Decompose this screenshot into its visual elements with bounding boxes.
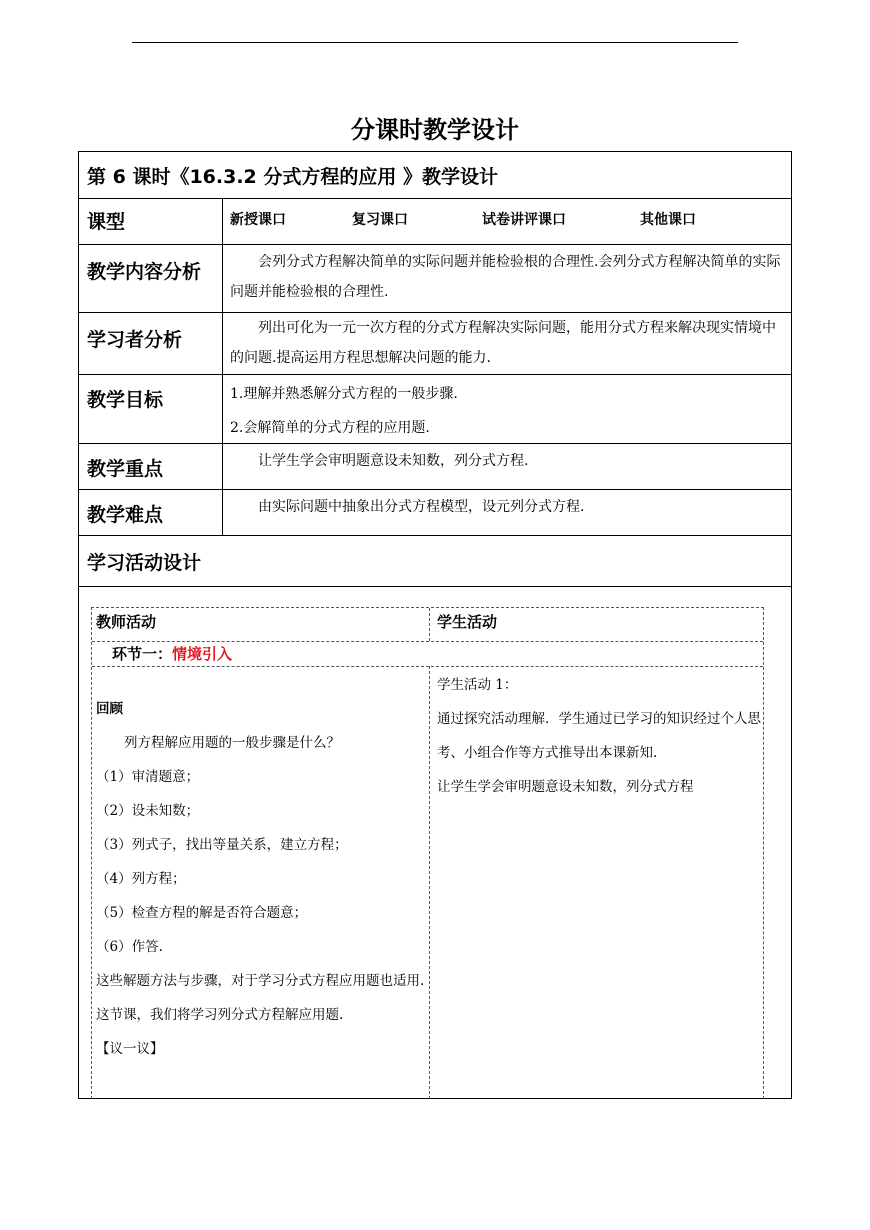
activity-design-label: 学习活动设计 — [87, 552, 202, 574]
option-review-lesson: 复习课口 — [352, 212, 408, 228]
review-heading: 回顾 — [96, 701, 123, 717]
header-rule — [132, 42, 738, 43]
student-activity-paragraph: 让学生学会审明题意设未知数，列分式方程 — [437, 779, 694, 795]
step-item: （1）审清题意； — [96, 769, 200, 785]
learner-analysis-row — [79, 313, 791, 375]
lesson-title: 第 6 课时《16.3.2 分式方程的应用 》教学设计 — [87, 166, 498, 188]
difficulties-text: 由实际问题中抽象出分式方程模型，设元列分式方程. — [258, 499, 585, 515]
difficulties-label: 教学难点 — [79, 490, 223, 535]
lesson-title-row — [79, 152, 791, 199]
step-item: （2）设未知数； — [96, 803, 200, 819]
lesson-type-options — [230, 205, 785, 235]
teacher-activity-content — [96, 692, 426, 1066]
lesson-type-row — [79, 199, 791, 245]
review-question: 列方程解应用题的一般步骤是什么？ — [124, 735, 340, 751]
column-divider-top — [429, 608, 430, 641]
student-activity-header: 学生活动 — [437, 613, 498, 631]
activity-table — [91, 607, 764, 1099]
step-item: （6）作答. — [96, 939, 163, 955]
objective-item: 1.理解并熟悉解分式方程的一般步骤. — [230, 386, 458, 402]
learner-analysis-text: 列出可化为一元一次方程的分式方程解决实际问题，能用分式方程来解决现实情境中的问题.提高运用方程思想解决问题的能力. — [230, 320, 776, 366]
key-points-row — [79, 444, 791, 490]
discuss-heading: 【议一议】 — [96, 1041, 164, 1057]
content-analysis-label: 教学内容分析 — [79, 245, 223, 312]
document-title: 分课时教学设计 — [351, 116, 519, 144]
divider — [92, 666, 763, 667]
method-paragraph: 这些解题方法与步骤，对于学习分式方程应用题也适用. — [96, 973, 425, 989]
phase-heading — [112, 643, 232, 664]
student-activity-heading: 学生活动 1： — [437, 677, 518, 693]
objective-item: 2.会解简单的分式方程的应用题. — [230, 420, 430, 436]
option-exam-review-lesson: 试卷讲评课口 — [482, 212, 566, 228]
option-new-lesson: 新授课口 — [230, 212, 286, 228]
activity-design-row — [79, 536, 791, 587]
student-activity-content — [437, 668, 763, 804]
content-analysis-row — [79, 245, 791, 313]
key-points-label: 教学重点 — [79, 444, 223, 489]
student-activity-paragraph: 通过探究活动理解．学生通过已学习的知识经过个人思考、小组合作等方式推导出本课新知. — [437, 711, 761, 761]
divider — [92, 641, 763, 642]
objectives-list — [230, 377, 785, 445]
step-item: （5）检查方程的解是否符合题意； — [96, 905, 308, 921]
objectives-label: 教学目标 — [79, 375, 223, 443]
column-divider — [429, 666, 430, 1099]
lesson-intro-paragraph: 这节课，我们将学习列分式方程解应用题. — [96, 1007, 344, 1023]
content-analysis-text: 会列分式方程解决简单的实际问题并能检验根的合理性.会列分式方程解决简单的实际问题并能检验根的合理性. — [230, 254, 781, 300]
teacher-activity-header: 教师活动 — [96, 613, 157, 631]
objectives-row — [79, 375, 791, 444]
phase-name: 情境引入 — [172, 645, 233, 663]
difficulties-row — [79, 490, 791, 536]
learner-analysis-label: 学习者分析 — [79, 313, 223, 374]
step-item: （4）列方程； — [96, 871, 186, 887]
option-other-lesson: 其他课口 — [640, 212, 696, 228]
phase-prefix: 环节一： — [112, 645, 173, 663]
step-item: （3）列式子，找出等量关系，建立方程； — [96, 837, 348, 853]
key-points-text: 让学生学会审明题意设未知数，列分式方程. — [258, 453, 529, 469]
lesson-type-label: 课型 — [79, 199, 223, 244]
